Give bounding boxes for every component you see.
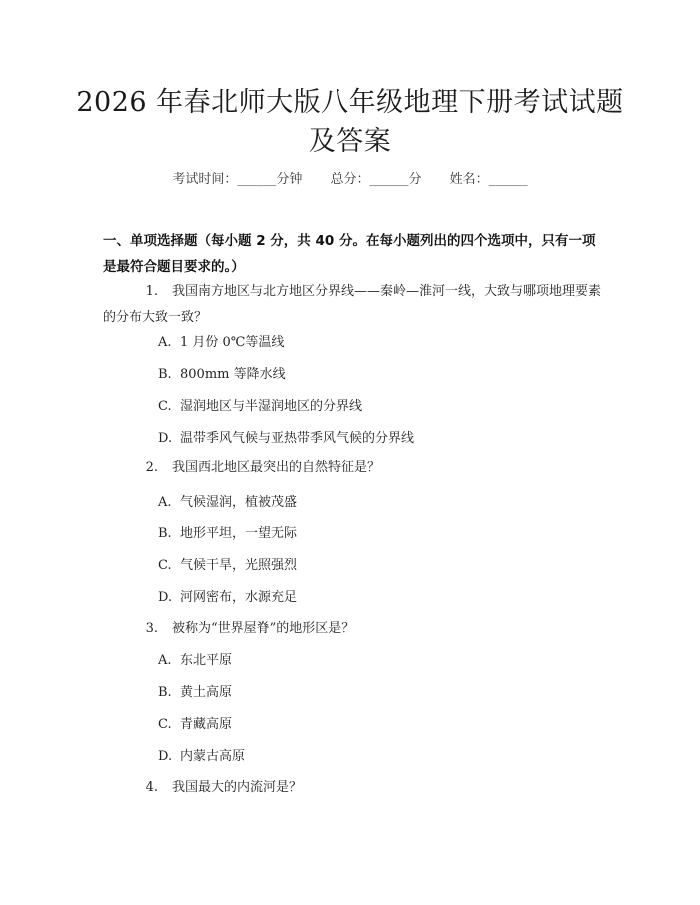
question-3-option-b [158,683,598,703]
question-4 [103,775,603,801]
question-1-option-b [158,365,598,385]
option-letter: B. [158,685,172,700]
total-score-label: 总分：______分 [330,172,422,187]
option-letter: D. [158,590,173,605]
option-text: 地形平坦，一望无际 [180,526,298,541]
option-text: 气候干旱，光照强烈 [180,558,298,573]
option-letter: A. [158,653,172,668]
question-1 [103,279,603,331]
option-text: 气候湿润，植被茂盛 [180,495,298,510]
option-letter: A. [158,495,172,510]
question-3-option-c [158,715,598,735]
question-1-option-d [158,429,598,449]
question-number: 3. [145,621,158,636]
option-text: 湿润地区与半湿润地区的分界线 [180,399,363,414]
document-title-line1: 2026 年春北师大版八年级地理下册考试试题 [76,87,624,118]
option-letter: C. [158,399,172,414]
question-2 [103,455,603,481]
exam-info-row [0,168,700,187]
question-2-option-b [158,524,598,544]
question-text: 我国西北地区最突出的自然特征是？ [172,460,381,475]
option-text: 温带季风气候与亚热带季风气候的分界线 [180,431,415,446]
option-text: 800mm 等降水线 [180,367,286,382]
question-1-option-c [158,397,598,417]
question-number: 2. [145,460,158,475]
option-letter: A. [158,335,172,350]
question-text: 我国南方地区与北方地区分界线——秦岭—淮河一线，大致与哪项地理要素的分布大致一致？ [103,284,602,325]
option-letter: D. [158,431,173,446]
option-text: 内蒙古高原 [180,749,246,764]
exam-time-label: 考试时间：______分钟 [172,172,303,187]
question-number: 1. [145,284,158,299]
option-letter: C. [158,558,172,573]
student-name-label: 姓名：______ [449,172,528,187]
section-heading-single-choice: 一、单项选择题（每小题 2 分，共 40 分。在每小题列出的四个选项中，只有一项是最符合题目要求的。） [103,233,596,275]
document-title-line2: 及答案 [308,126,392,157]
question-3 [103,616,603,642]
question-2-option-a [158,493,598,513]
option-text: 青藏高原 [180,717,233,732]
option-text: 河网密布，水源充足 [180,590,298,605]
option-letter: D. [158,749,173,764]
option-letter: B. [158,526,172,541]
question-2-option-c [158,556,598,576]
question-text: 我国最大的内流河是？ [172,780,303,795]
option-text: 黄土高原 [180,685,233,700]
question-3-option-d [158,747,598,767]
option-letter: B. [158,367,172,382]
question-1-option-a [158,333,598,353]
question-number: 4. [145,780,158,795]
option-letter: C. [158,717,172,732]
question-text: 被称为“世界屋脊”的地形区是？ [172,621,355,636]
option-text: 东北平原 [180,653,233,668]
option-text: 1 月份 0℃等温线 [180,335,285,350]
question-2-option-d [158,588,598,608]
question-3-option-a [158,651,598,671]
